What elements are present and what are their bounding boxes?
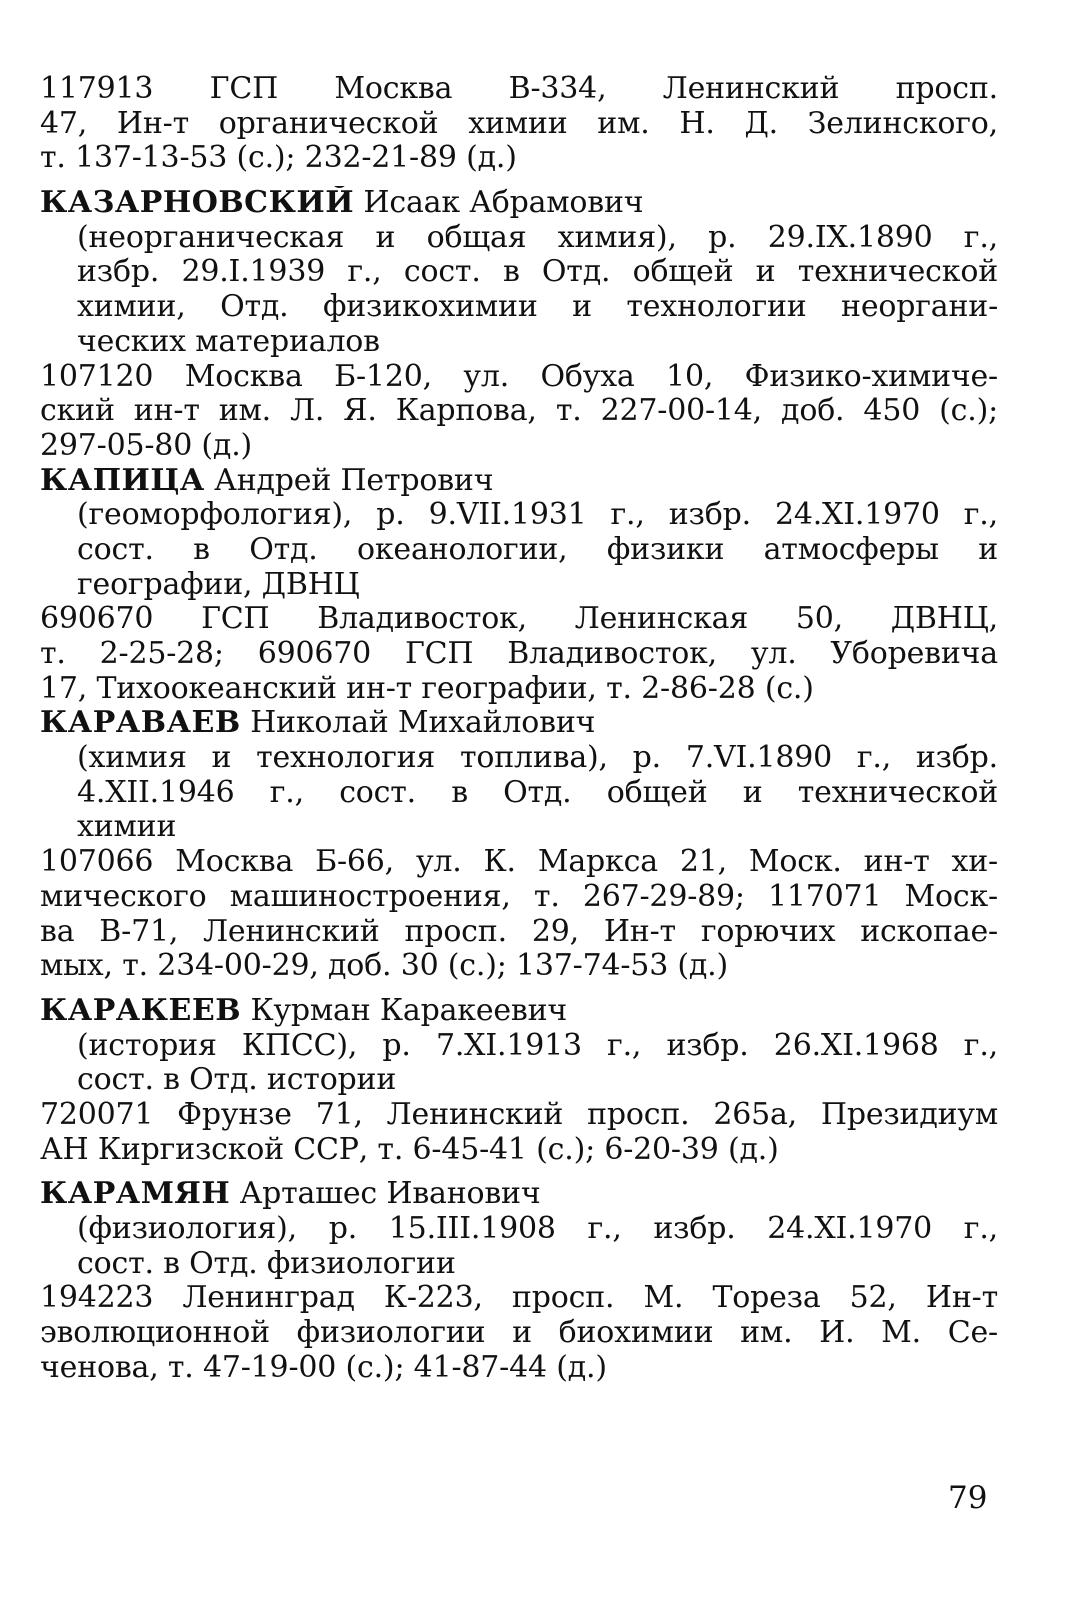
entry-heading	[40, 1177, 998, 1212]
text-line: ческих материалов	[77, 324, 380, 359]
text-line: 47, Ин-т органической химии им. Н. Д. Зелинского,	[40, 106, 998, 141]
text-line: (физиология), р. 15.III.1908 г., избр. 24.XI.1970 г.,	[77, 1212, 998, 1246]
text-line: (геоморфология), р. 9.VII.1931 г., избр. 24.XI.1970 г.,	[77, 498, 998, 533]
text-line: химии	[77, 810, 177, 845]
text-line: ченова, т. 47-19-00 (с.); 41-87-44 (д.)	[40, 1350, 607, 1385]
entry-first-name: Арташес Иванович	[239, 1177, 541, 1212]
text-line: т. 137-13-53 (с.); 232-21-89 (д.)	[40, 141, 517, 176]
text-line: 107120 Москва Б-120, ул. Обуха 10, Физико-химиче-	[40, 359, 998, 394]
text-line: (история КПСС), р. 7.XI.1913 г., избр. 26.XI.1968 г.,	[77, 1028, 998, 1063]
text-line: т. 2-25-28; 690670 ГСП Владивосток, ул. Уборевича	[40, 637, 998, 671]
page-number: 79	[948, 1480, 988, 1516]
text-line: ский ин-т им. Л. Я. Карпова, т. 227-00-14, доб. 450 (с.);	[40, 394, 998, 429]
page-text	[40, 72, 998, 1385]
text-line: мых, т. 234-00-29, доб. 30 (с.); 137-74-53 (д.)	[40, 949, 729, 984]
text-line: 117913 ГСП Москва В-334, Ленинский просп.	[40, 72, 998, 106]
text-line: сост. в Отд. истории	[77, 1063, 397, 1098]
entry-name: КАЗАРНОВСКИЙ	[40, 186, 355, 221]
entry-first-name: Исаак Абрамович	[363, 186, 644, 221]
text-line: мического машиностроения, т. 267-29-89; 117071 Моск-	[40, 879, 998, 914]
entry-name: КАПИЦА	[40, 463, 205, 498]
text-line: 107066 Москва Б-66, ул. К. Маркса 21, Моск. ин-т хи-	[40, 845, 998, 880]
text-line: 720071 Фрунзе 71, Ленинский просп. 265а, Президиум	[40, 1097, 998, 1132]
text-line: (неорганическая и общая химия), р. 29.IX.1890 г.,	[77, 220, 998, 255]
text-line: 690670 ГСП Владивосток, Ленинская 50, ДВНЦ,	[40, 602, 998, 637]
entry-first-name: Николай Михайлович	[250, 706, 596, 741]
text-line: химии, Отд. физикохимии и технологии неоргани-	[77, 290, 998, 325]
text-line: избр. 29.I.1939 г., сост. в Отд. общей и технической	[77, 255, 998, 290]
entry-heading	[40, 464, 998, 499]
entry-first-name: Андрей Петрович	[214, 463, 494, 498]
text-line: ва В-71, Ленинский просп. 29, Ин-т горючих ископае-	[40, 914, 998, 949]
text-line: 194223 Ленинград К-223, просп. М. Тореза 52, Ин-т	[40, 1281, 998, 1316]
text-line: 4.XII.1946 г., сост. в Отд. общей и технической	[77, 775, 998, 810]
text-line: сост. в Отд. океанологии, физики атмосферы и	[77, 532, 998, 567]
text-line: сост. в Отд. физиологии	[77, 1246, 456, 1281]
entry-heading	[40, 706, 998, 741]
text-line: 17, Тихоокеанский ин-т географии, т. 2-86-28 (с.)	[40, 671, 814, 706]
text-line: эволюционной физиологии и биохимии им. И. М. Се-	[40, 1316, 998, 1351]
entry-name: КАРАВАЕВ	[40, 706, 241, 741]
text-line: (химия и технология топлива), р. 7.VI.1890 г., избр.	[77, 741, 998, 776]
text-line: 297-05-80 (д.)	[40, 428, 253, 463]
entry-name: КАРАМЯН	[40, 1177, 231, 1212]
entry-heading	[40, 994, 998, 1029]
entry-name: КАРАКЕЕВ	[40, 993, 242, 1028]
text-line: географии, ДВНЦ	[77, 567, 360, 602]
entry-heading	[40, 186, 998, 221]
entry-first-name: Курман Каракеевич	[250, 993, 568, 1028]
text-line: АН Киргизской ССР, т. 6-45-41 (с.); 6-20-39 (д.)	[40, 1132, 779, 1167]
